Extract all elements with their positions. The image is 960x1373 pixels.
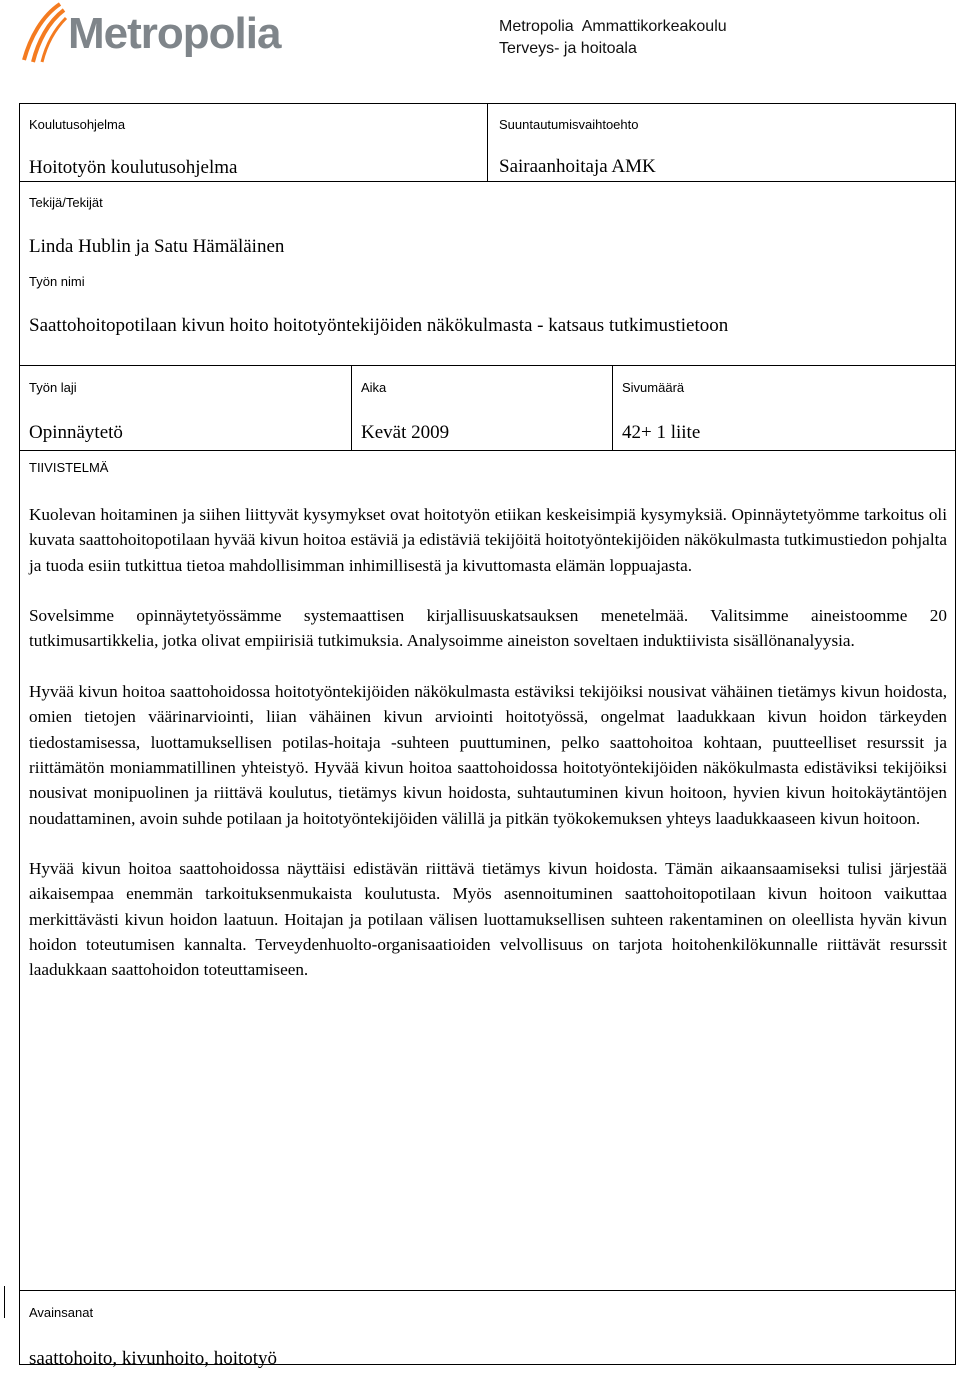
abstract-body bbox=[29, 502, 947, 1008]
authors-label: Tekijä/Tekijät bbox=[29, 195, 103, 210]
time-label: Aika bbox=[361, 380, 387, 395]
time-value: Kevät 2009 bbox=[361, 422, 450, 443]
pages-label: Sivumäärä bbox=[622, 380, 685, 395]
orientation-label: Suuntautumisvaihtoehto bbox=[499, 117, 639, 132]
row-divider-1 bbox=[19, 181, 956, 182]
title-value: Saattohoitopotilaan kivun hoito hoitotyöntekijöiden näkökulmasta - katsaus tutkimustietoon bbox=[29, 315, 729, 336]
title-label: Työn nimi bbox=[29, 274, 85, 289]
institution-name bbox=[499, 16, 727, 60]
abstract-paragraph-1: Kuolevan hoitaminen ja siihen liittyvät kysymykset ovat hoitotyön etiikan keskeisimpiä kysymyksiä. Opinnäytetyömme tarkoitus oli kuvata saattohoitopotilaan hyvää kivun hoitoa estäviä ja edistäviä tekijöitä hoitotyöntekijöiden näkökulmasta tutkimustiedon pohjalta ja tuoda esiin tutkittua tietoa mahdollisimman inhimillisestä ja kivuttomasta elämän loppuajasta. bbox=[29, 505, 947, 575]
logo-swoosh-icon bbox=[20, 2, 68, 66]
margin-mark bbox=[4, 1286, 5, 1318]
logo-text: Metropolia bbox=[68, 9, 281, 58]
col-divider-top bbox=[487, 103, 488, 181]
col-divider-a bbox=[351, 365, 352, 450]
program-value: Hoitotyön koulutusohjelma bbox=[29, 157, 238, 178]
program-label: Koulutusohjelma bbox=[29, 117, 126, 132]
orientation-value: Sairaanhoitaja AMK bbox=[499, 156, 656, 177]
row-divider-2 bbox=[19, 365, 956, 366]
row-divider-3 bbox=[19, 450, 956, 451]
abstract-paragraph-3: Hyvää kivun hoitoa saattohoidossa hoitotyöntekijöiden näkökulmasta estäviksi tekijöiksi nousivat vähäinen tietämys kivun hoidosta, omien tietojen väärinarviointi, liian vähäinen kivun arviointi hoitotyössä, ongelmat laadukkaan kivun hoidon tärkeyden tiedostamisessa, luottamuksellisen potilas-hoitaja -suhteen puuttuminen, pelko saattohoitoa kohtaan, puutteelliset resurssit ja riittämätön moniammatillinen yhteistyö. Hyvää kivun hoitoa saattohoidossa hoitotyöntekijöiden näkökulmasta edistäviksi tekijöiksi nousivat monipuolinen ja riittävä koulutus, tietämys kivun hoidosta, suhtautuminen kivun hoitoon, hyvien kivun hoitokäytäntöjen noudattaminen, avoin suhde potilaan ja hoitotyöntekijöiden välillä ja pitkän työkokemuksen yhteys laadukkaaseen kivun hoitoon. bbox=[29, 682, 947, 828]
type-value: Opinnäytetö bbox=[29, 422, 123, 443]
keywords-value: saattohoito, kivunhoito, hoitotyö bbox=[29, 1348, 278, 1369]
institution-line-1: Metropolia Ammattikorkeakoulu bbox=[499, 18, 727, 35]
abstract-paragraph-4: Hyvää kivun hoitoa saattohoidossa näyttäisi edistävän riittävä tietämys kivun hoidosta. Tämän aikaansaamiseksi tulisi järjestää aikaisempaa enemmän tarkoituksenmukaista koulutusta. Myös asennoituminen saattohoitopotilaan kivun hoitoon vaikuttaa merkittävästi kivun hoidon laatuun. Hoitajan ja potilaan välisen luottamuksellisen suhteen rakentaminen on oleellista hyvän kivun hoidon toteutumisen kannalta. Terveydenhuolto-organisaatioiden velvollisuus on tarjota hoitohenkilökunnalle riittävät resurssit laadukkaan saattohoidon toteuttamiseen. bbox=[29, 859, 947, 980]
col-divider-b bbox=[612, 365, 613, 450]
institution-line-2: Terveys- ja hoitoala bbox=[499, 40, 637, 57]
authors-value: Linda Hublin ja Satu Hämäläinen bbox=[29, 236, 285, 257]
type-label: Työn laji bbox=[29, 380, 77, 395]
pages-value: 42+ 1 liite bbox=[622, 422, 701, 443]
abstract-label: TIIVISTELMÄ bbox=[29, 460, 109, 475]
row-divider-4 bbox=[19, 1290, 956, 1291]
abstract-paragraph-2: Sovelsimme opinnäytetyössämme systemaattisen kirjallisuuskatsauksen menetelmää. Valitsimme aineistoomme 20 tutkimusartikkelia, jotka olivat empiirisiä tutkimuksia. Analysoimme aineiston soveltaen induktiivista sisällönanalyysia. bbox=[29, 606, 947, 651]
keywords-label: Avainsanat bbox=[29, 1305, 94, 1320]
metropolia-logo bbox=[20, 2, 290, 66]
